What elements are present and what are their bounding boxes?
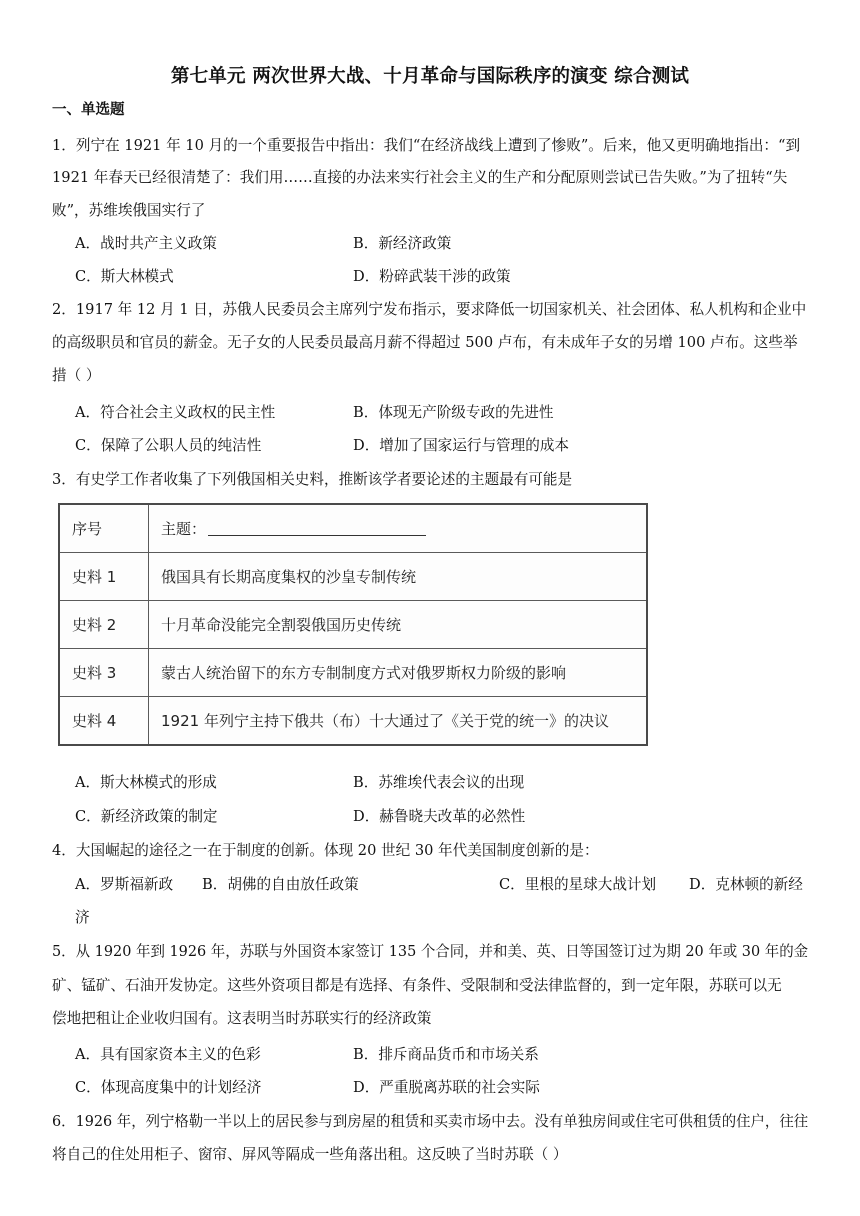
question-1-option-b[interactable]: B．新经济政策 [353,235,452,252]
question-5-option-a[interactable]: A．具有国家资本主义的色彩 [75,1046,261,1063]
table-header-number: 序号 [59,504,149,553]
question-4-line-1: 4．大国崛起的途径之一在于制度的创新。体现 20 世纪 30 年代美国制度创新的是： [52,842,599,859]
section-heading: 一、单选题 [52,102,125,118]
table-row [59,553,647,601]
table-header-row [59,504,647,553]
question-4-option-b[interactable]: B．胡佛的自由放任政策 [202,876,359,893]
source-number: 史料 1 [59,553,149,601]
question-6-line-2: 将自己的住处用柜子、窗帘、屏风等隔成一些角落出租。这反映了当时苏联（ ） [52,1146,568,1163]
question-1-line-3: 败”，苏维埃俄国实行了 [52,202,206,219]
question-2-option-b[interactable]: B．体现无产阶级专政的先进性 [353,404,554,421]
source-text: 蒙古人统治留下的东方专制制度方式对俄罗斯权力阶级的影响 [149,649,648,697]
question-1-line-2: 1921 年春天已经很清楚了：我们用……直接的办法来实行社会主义的生产和分配原则尝试已告失败。”为了扭转“失 [52,169,788,186]
question-3-line-1: 3．有史学工作者收集了下列俄国相关史料，推断该学者要论述的主题最有可能是 [52,471,573,488]
source-text: 1921 年列宁主持下俄共（布）十大通过了《关于党的统一》的决议 [149,697,648,746]
question-6-line-1: 6．1926 年，列宁格勒一半以上的居民参与到房屋的租赁和买卖市场中去。没有单独房间或住宅可供租赁的住户，往往 [52,1113,809,1130]
question-4-option-d[interactable]: D．克林顿的新经 [689,876,803,893]
question-1-option-a[interactable]: A．战时共产主义政策 [75,235,217,252]
source-number: 史料 2 [59,601,149,649]
question-5-option-b[interactable]: B．排斥商品货币和市场关系 [353,1046,539,1063]
question-2-line-1: 2．1917 年 12 月 1 日，苏俄人民委员会主席列宁发布指示，要求降低一切国家机关、社会团体、私人机构和企业中 [52,301,807,318]
question-1-option-d[interactable]: D．粉碎武装干涉的政策 [353,268,511,285]
page-title: 第七单元 两次世界大战、十月革命与国际秩序的演变 综合测试 [170,66,690,87]
table-row [59,601,647,649]
source-number: 史料 3 [59,649,149,697]
topic-label: 主题： [161,520,207,538]
question-2-option-a[interactable]: A．符合社会主义政权的民主性 [75,404,276,421]
question-4-option-c[interactable]: C．里根的星球大战计划 [499,876,657,893]
table-row [59,649,647,697]
question-5-option-d[interactable]: D．严重脱离苏联的社会实际 [353,1079,540,1096]
topic-blank [208,521,426,536]
question-5-line-2: 矿、锰矿、石油开发协定。这些外资项目都是有选择、有条件、受限制和受法律监督的，到一定年限，苏联可以无 [52,977,782,994]
question-3-option-a[interactable]: A．斯大林模式的形成 [75,774,217,791]
question-3-option-d[interactable]: D．赫鲁晓夫改革的必然性 [353,808,526,825]
source-text: 十月革命没能完全割裂俄国历史传统 [149,601,648,649]
question-3-option-c[interactable]: C．新经济政策的制定 [75,808,218,825]
question-4-option-d-continued: 济 [75,909,90,926]
source-number: 史料 4 [59,697,149,746]
source-text: 俄国具有长期高度集权的沙皇专制传统 [149,553,648,601]
question-1-line-1: 1．列宁在 1921 年 10 月的一个重要报告中指出：我们“在经济战线上遭到了惨败”。后来，他又更明确地指出：“到 [52,137,801,154]
table-header-topic [149,504,648,553]
question-2-option-d[interactable]: D．增加了国家运行与管理的成本 [353,437,570,454]
question-5-option-c[interactable]: C．体现高度集中的计划经济 [75,1079,262,1096]
question-2-line-3: 措（ ） [52,367,101,384]
question-2-line-2: 的高级职员和官员的薪金。无子女的人民委员最高月薪不得超过 500 卢布，有未成年子女的另增 100 卢布。这些举 [52,334,798,351]
table-row [59,697,647,746]
question-5-line-1: 5．从 1920 年到 1926 年，苏联与外国资本家签订 135 个合同，并和美、英、日等国签订过为期 20 年或 30 年的金 [52,943,809,960]
question-2-option-c[interactable]: C．保障了公职人员的纯洁性 [75,437,262,454]
question-5-line-3: 偿地把租让企业收归国有。这表明当时苏联实行的经济政策 [52,1010,432,1027]
source-material-table [58,503,648,746]
question-3-option-b[interactable]: B．苏维埃代表会议的出现 [353,774,525,791]
question-1-option-c[interactable]: C．斯大林模式 [75,268,174,285]
question-4-option-a[interactable]: A．罗斯福新政 [75,876,174,893]
